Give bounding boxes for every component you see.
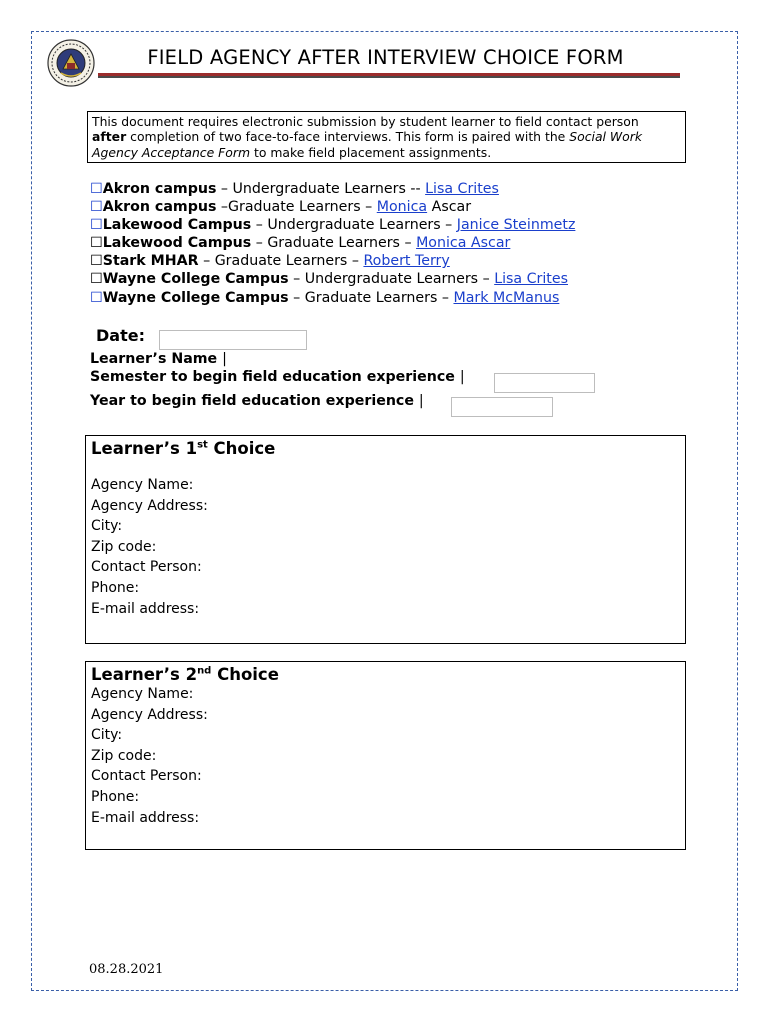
campus-desc: – Undergraduate Learners -- xyxy=(216,181,426,197)
checkbox[interactable]: ☐ xyxy=(90,217,103,234)
agency-name-field[interactable]: Agency Name: xyxy=(91,686,194,702)
contact-link[interactable]: Lisa Crites xyxy=(425,181,499,197)
contact-link[interactable]: Janice Steinmetz xyxy=(456,217,576,234)
agency-address-field[interactable]: Agency Address: xyxy=(91,706,208,723)
checkbox[interactable]: ☐ xyxy=(90,271,103,288)
campus-desc: – Graduate Learners – xyxy=(251,235,417,252)
intro-form-name: Social Work Agency Acceptance Form xyxy=(92,129,643,160)
campus-item xyxy=(90,216,575,234)
checkbox[interactable]: ☐ xyxy=(90,199,103,216)
university-seal-icon xyxy=(47,39,95,87)
semester-row xyxy=(90,369,465,385)
email-field[interactable]: E-mail address: xyxy=(91,600,200,617)
title-underline xyxy=(98,73,680,78)
intro-after-word: after xyxy=(92,129,127,145)
campus-desc: – Graduate Learners – xyxy=(288,289,454,306)
year-label: Year to begin field education experience xyxy=(90,393,414,409)
agency-address-field[interactable]: Agency Address: xyxy=(91,497,208,514)
page-title: FIELD AGENCY AFTER INTERVIEW CHOICE FORM xyxy=(147,46,624,69)
first-choice-fields xyxy=(91,475,680,619)
agency-name-field[interactable]: Agency Name: xyxy=(91,477,194,493)
checkbox[interactable]: ☐ xyxy=(90,181,103,197)
campus-name: Wayne College Campus xyxy=(102,271,289,288)
contact-rest: Ascar xyxy=(427,199,472,216)
city-field[interactable]: City: xyxy=(91,518,123,535)
first-choice-box xyxy=(85,435,686,644)
intro-line2b: to make field placement assignments. xyxy=(250,144,492,160)
date-label: Date: xyxy=(96,326,145,345)
campus-name: Wayne College Campus xyxy=(102,289,289,306)
heading-sup: st xyxy=(197,439,208,451)
intro-box xyxy=(87,111,686,163)
first-choice-heading xyxy=(91,439,680,458)
semester-label: Semester to begin field education experience xyxy=(90,369,455,385)
contact-link[interactable]: Robert Terry xyxy=(363,253,450,270)
city-field[interactable]: City: xyxy=(91,727,123,744)
heading-suffix: Choice xyxy=(207,439,276,458)
campus-item xyxy=(90,234,575,252)
date-input[interactable] xyxy=(159,330,307,350)
second-choice-heading xyxy=(91,665,680,684)
checkbox[interactable]: ☐ xyxy=(90,289,103,306)
campus-desc: – Undergraduate Learners – xyxy=(288,271,495,288)
second-choice-fields xyxy=(91,684,680,828)
intro-line2a: completion of two face-to-face interviews. This form is paired with the xyxy=(126,129,570,145)
campus-desc: –Graduate Learners – xyxy=(216,199,377,216)
contact-link[interactable]: Monica Ascar xyxy=(416,235,511,252)
campus-name: Lakewood Campus xyxy=(102,235,252,252)
second-choice-box xyxy=(85,661,686,850)
learner-name-label: Learner’s Name xyxy=(90,351,218,367)
campus-item xyxy=(90,289,575,307)
separator: | xyxy=(459,369,465,385)
contact-link[interactable]: Mark McManus xyxy=(453,289,560,306)
checkbox[interactable]: ☐ xyxy=(90,253,103,270)
campus-item xyxy=(90,270,575,288)
campus-item xyxy=(90,198,575,216)
contact-link[interactable]: Lisa Crites xyxy=(494,271,568,288)
semester-input[interactable] xyxy=(494,373,595,393)
email-field[interactable]: E-mail address: xyxy=(91,809,200,826)
separator: | xyxy=(418,393,424,409)
heading-prefix: Learner’s 1 xyxy=(91,439,198,458)
contact-link[interactable]: Monica xyxy=(376,199,428,216)
campus-name: Akron campus xyxy=(102,181,217,197)
campus-item xyxy=(90,180,575,198)
heading-sup: nd xyxy=(197,665,212,677)
footer-date: 08.28.2021 xyxy=(89,962,164,977)
contact-person-field[interactable]: Contact Person: xyxy=(91,768,202,785)
zip-code-field[interactable]: Zip code: xyxy=(91,538,157,555)
campus-desc: – Undergraduate Learners – xyxy=(251,217,457,234)
heading-prefix: Learner’s 2 xyxy=(91,665,198,684)
separator: | xyxy=(222,351,227,367)
phone-field[interactable]: Phone: xyxy=(91,788,140,805)
campus-name: Akron campus xyxy=(102,199,217,216)
contact-person-field[interactable]: Contact Person: xyxy=(91,559,202,576)
learner-name-row xyxy=(90,351,227,367)
campus-item xyxy=(90,252,575,270)
campus-name: Stark MHAR xyxy=(102,253,199,270)
year-input[interactable] xyxy=(451,397,553,417)
campus-name: Lakewood Campus xyxy=(102,217,252,234)
heading-suffix: Choice xyxy=(211,665,279,684)
campus-desc: – Graduate Learners – xyxy=(198,253,364,270)
intro-line1: This document requires electronic submission by student learner to field contact person xyxy=(92,114,639,129)
zip-code-field[interactable]: Zip code: xyxy=(91,747,157,764)
checkbox[interactable]: ☐ xyxy=(90,235,103,252)
campus-list xyxy=(90,180,575,307)
year-row xyxy=(90,393,424,409)
phone-field[interactable]: Phone: xyxy=(91,579,140,596)
